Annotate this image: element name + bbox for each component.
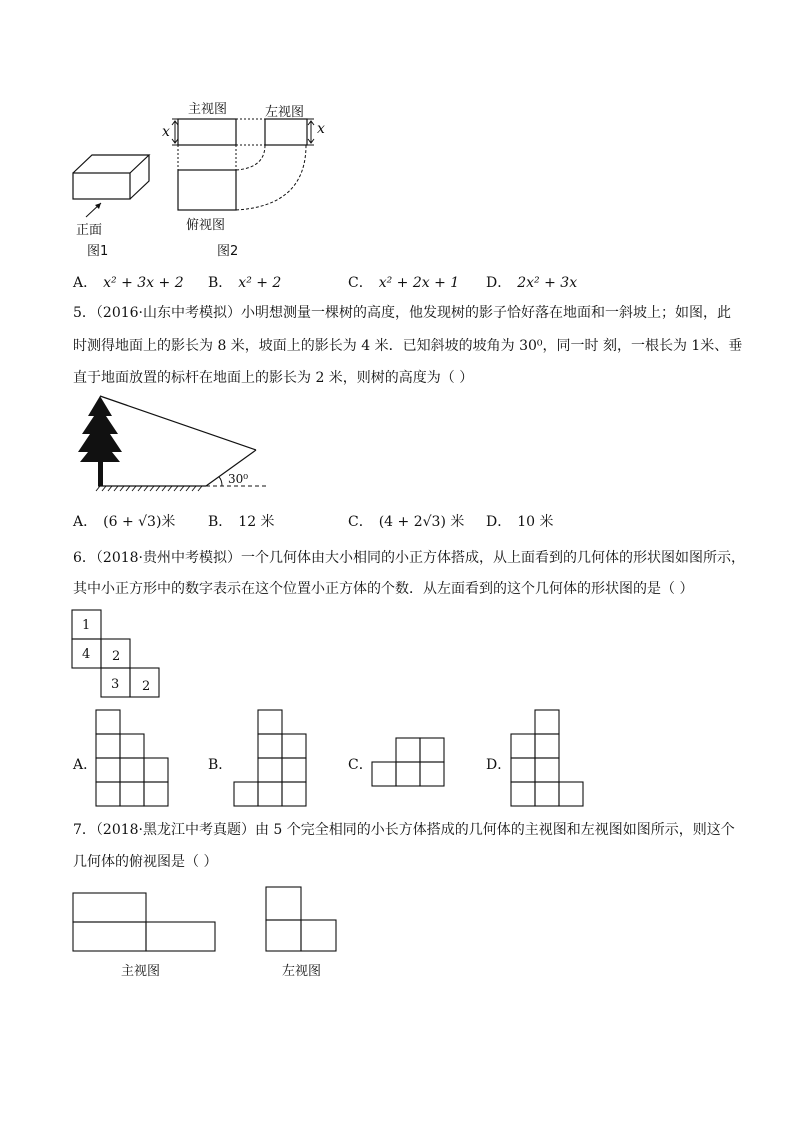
q5-line1: 5．（2016·山东中考模拟）小明想测量一棵树的高度，他发现树的影子恰好落在地面和一斜坡上；如图，此	[73, 305, 731, 321]
grid-cell-number: 2	[142, 679, 151, 694]
option-c-shape	[372, 738, 444, 786]
q5-option-a[interactable]: A． (6 + √3)米	[73, 514, 176, 530]
q6-option-c[interactable]: C．	[348, 757, 373, 773]
fig2-label: 图2	[217, 244, 239, 259]
q6-option-a[interactable]: A．	[73, 757, 98, 773]
q5-option-c[interactable]: C． (4 + 2√3) 米	[348, 514, 465, 530]
q6-line2: 其中小正方形中的数字表示在这个位置小正方体的个数．从左面看到的这个几何体的形状图的是（ ）	[73, 581, 694, 597]
option-b-shape	[234, 710, 306, 806]
q5-figure	[0, 390, 794, 510]
grid-cell-number: 1	[82, 618, 91, 633]
q4-option-a[interactable]: A． x² + 3x + 2	[73, 275, 184, 291]
grid-cell-number: 4	[82, 647, 91, 662]
q4-option-d[interactable]: D． 2x² + 3x	[486, 275, 578, 291]
q7-main-view-label: 主视图	[121, 964, 161, 979]
q7-main-view-shape	[73, 893, 215, 951]
option-a-shape	[96, 710, 168, 806]
top-view-rect	[178, 170, 236, 210]
x-label-right: x	[317, 121, 325, 137]
q5-option-d[interactable]: D． 10 米	[486, 514, 554, 530]
x-label-left: x	[162, 124, 170, 140]
tree-icon	[78, 396, 122, 486]
main-view-rect	[178, 119, 236, 145]
q6-option-b[interactable]: B．	[208, 757, 233, 773]
q6-options-figures	[0, 700, 794, 810]
q6-line1: 6．（2018·贵州中考模拟）一个几何体由大小相同的小正方体搭成，从上面看到的几何体的形状图如图所示，	[73, 550, 745, 566]
fig1-label: 图1	[87, 244, 109, 259]
grid-cell-number: 2	[112, 649, 121, 664]
grid-cell-number: 3	[111, 677, 120, 692]
q7-figures	[0, 880, 794, 960]
q4-option-c[interactable]: C． x² + 2x + 1	[348, 275, 460, 291]
main-view-label: 主视图	[188, 102, 228, 117]
q7-left-view-shape	[266, 887, 336, 951]
q5-option-b[interactable]: B． 12 米	[208, 514, 275, 530]
top-view-label: 俯视图	[186, 218, 226, 233]
q4-figure	[0, 0, 794, 260]
q5-line3: 直于地面放置的标杆在地面上的影长为 2 米，则树的高度为（ ）	[73, 370, 474, 386]
q5-line2: 时测得地面上的影长为 8 米，坡面上的影长为 4 米．已知斜坡的坡角为 30⁰，同一时 刻，一根长为 1米、垂	[73, 338, 743, 354]
q6-option-d[interactable]: D．	[486, 757, 512, 773]
box-3d	[73, 155, 149, 199]
q7-line2: 几何体的俯视图是（ ）	[73, 854, 218, 870]
left-view-label: 左视图	[265, 105, 305, 120]
q4-option-b[interactable]: B． x² + 2	[208, 275, 282, 291]
front-label: 正面	[76, 223, 103, 238]
left-view-rect	[265, 119, 307, 145]
option-d-shape	[511, 710, 583, 806]
angle-label: 30⁰	[228, 472, 249, 486]
q6-top-view-grid	[0, 600, 200, 700]
q7-line1: 7．（2018·黑龙江中考真题）由 5 个完全相同的小长方体搭成的几何体的主视图和左视图如图所示，则这个	[73, 822, 735, 838]
q7-left-view-label: 左视图	[282, 964, 322, 979]
